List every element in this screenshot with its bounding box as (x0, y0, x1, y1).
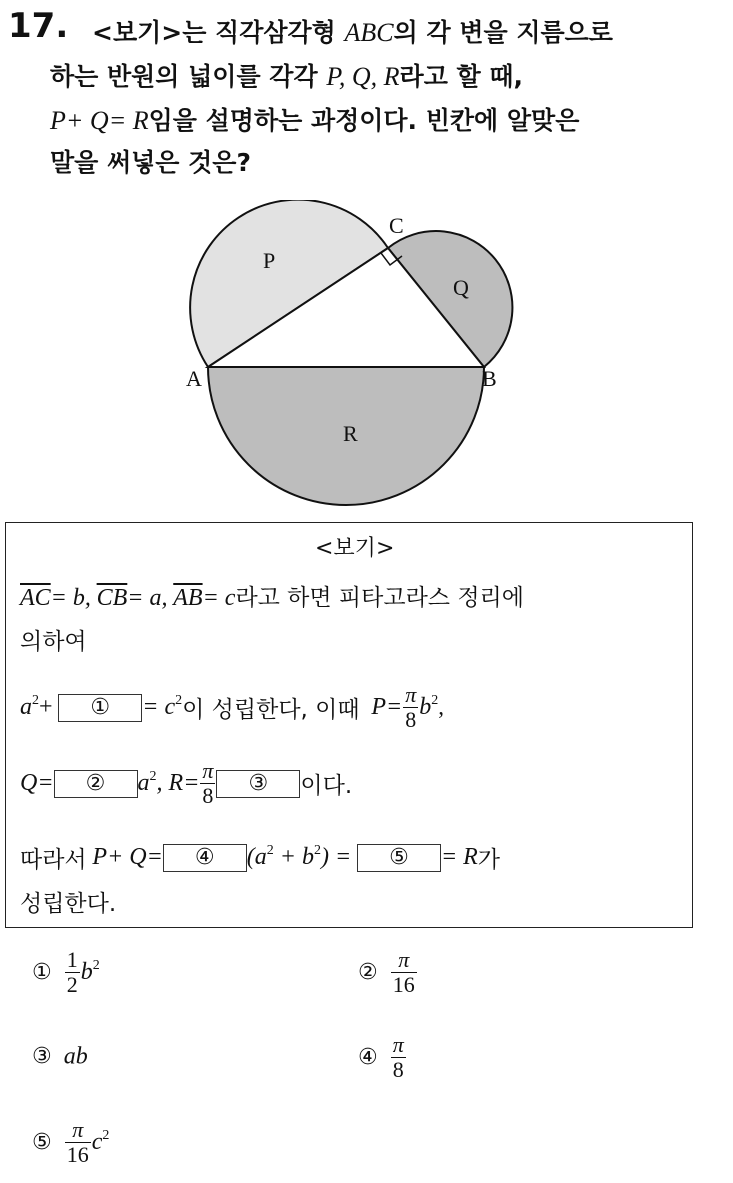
exponent: 2 (32, 693, 39, 709)
label-q: Q (453, 275, 469, 300)
segment-cb: $\overline{CB}$ (96, 585, 128, 611)
blank-2: ② (54, 770, 138, 798)
question-text: 라고 할 때, (399, 62, 524, 91)
math-text: P+ Q= (92, 844, 163, 870)
box-text: 따라서 (20, 847, 87, 873)
box-line-3 (20, 683, 444, 732)
fraction-numerator: π (392, 1032, 404, 1057)
box-text: 이다. (300, 773, 353, 799)
choice-number: ④ (358, 1045, 378, 1070)
choice-5[interactable] (32, 1118, 109, 1167)
label-b: B (482, 366, 497, 391)
math-text: = b, (50, 585, 91, 611)
fraction-denominator: 16 (66, 1142, 89, 1167)
math-text: P= (371, 694, 403, 720)
semicircle-figure (170, 200, 530, 510)
box-text: 가 (477, 847, 501, 873)
label-r: R (343, 421, 358, 446)
math-text: ) = (321, 844, 352, 870)
box-line-6: 성립한다. (20, 891, 117, 917)
math-text: = c (142, 694, 176, 720)
choice-number: ⑤ (32, 1130, 52, 1155)
exponent: 2 (314, 843, 321, 859)
fraction-numerator: π (65, 1118, 91, 1143)
choice-fraction (391, 1033, 406, 1082)
fraction-pi-8 (403, 683, 418, 732)
example-box (5, 522, 693, 928)
label-a: A (186, 366, 202, 391)
box-line-5 (20, 841, 500, 874)
fraction-denominator: 8 (202, 783, 214, 808)
fraction-numerator: 1 (66, 947, 78, 972)
blank-4: ④ (163, 844, 247, 872)
choice-number: ② (358, 960, 378, 985)
choice-fraction (391, 948, 417, 997)
math-text: + (39, 694, 53, 720)
blank-5: ⑤ (357, 844, 441, 872)
choice-fraction (65, 948, 80, 997)
math-text: b (419, 694, 432, 720)
fraction-pi-8 (200, 759, 215, 808)
choice-3[interactable] (32, 1042, 88, 1070)
question-text: 하는 반원의 넓이를 각각 (50, 62, 318, 91)
question-number: 17. (8, 6, 69, 46)
fraction-denominator: 2 (66, 972, 78, 997)
choice-4[interactable] (358, 1033, 407, 1082)
question-text: <보기>는 직각삼각형 (92, 18, 336, 47)
triangle-name: ABC (344, 18, 394, 47)
label-p: P (263, 248, 276, 273)
exponent: 2 (266, 843, 274, 859)
math-text: + b (273, 844, 314, 870)
choice-fraction (65, 1118, 91, 1167)
math-text: a (137, 770, 150, 796)
blank-1: ① (58, 694, 142, 722)
blank-3: ③ (216, 770, 300, 798)
question-line-1 (92, 13, 613, 49)
choice-1[interactable] (32, 948, 100, 997)
segment-ac: $\overline{AC}$ (20, 585, 51, 611)
question-text: 의 각 변을 지름으로 (393, 18, 613, 47)
box-title: <보기> (315, 536, 395, 561)
fraction-numerator: π (405, 682, 417, 707)
box-line-2: 의하여 (20, 629, 87, 655)
area-variables: P, Q, R (326, 62, 400, 91)
math-text: , R= (156, 770, 200, 796)
math-text: = R (440, 844, 478, 870)
math-text: b (80, 959, 93, 985)
math-text: = c (202, 585, 236, 611)
exponent: 2 (149, 769, 157, 785)
exponent: 2 (431, 693, 439, 709)
math-text: c (91, 1129, 103, 1155)
box-line-4 (20, 759, 352, 808)
exponent: 2 (175, 693, 183, 709)
exponent: 2 (102, 1128, 110, 1144)
fraction-denominator: 8 (392, 1057, 404, 1082)
question-text: 말을 써넣은 것은? (50, 148, 251, 177)
math-text: ab (63, 1043, 88, 1070)
area-equation: P+ Q= R (50, 106, 149, 135)
box-text: 라고 하면 피타고라스 정리에 (235, 585, 524, 611)
question-text: 임을 설명하는 과정이다. 빈칸에 알맞은 (148, 106, 580, 135)
fraction-numerator: π (391, 948, 417, 973)
choice-number: ① (32, 960, 52, 985)
math-text: Q= (20, 770, 54, 796)
fraction-denominator: 16 (392, 972, 415, 997)
math-text: (a (246, 844, 267, 870)
math-text: a (20, 694, 32, 720)
fraction-denominator: 8 (405, 707, 417, 732)
box-line-1 (20, 579, 524, 612)
choice-2[interactable] (358, 948, 418, 997)
question-line-3 (50, 101, 579, 137)
fraction-numerator: π (202, 758, 214, 783)
label-c: C (389, 213, 404, 238)
choice-number: ③ (32, 1044, 52, 1070)
exponent: 2 (92, 958, 100, 974)
box-text: 이 성립한다, 이때 (182, 697, 360, 723)
segment-ab: $\overline{AB}$ (173, 585, 203, 611)
math-text: = a, (127, 585, 168, 611)
question-line-2 (50, 57, 523, 93)
question-line-4 (50, 143, 251, 179)
math-text: , (438, 694, 445, 720)
